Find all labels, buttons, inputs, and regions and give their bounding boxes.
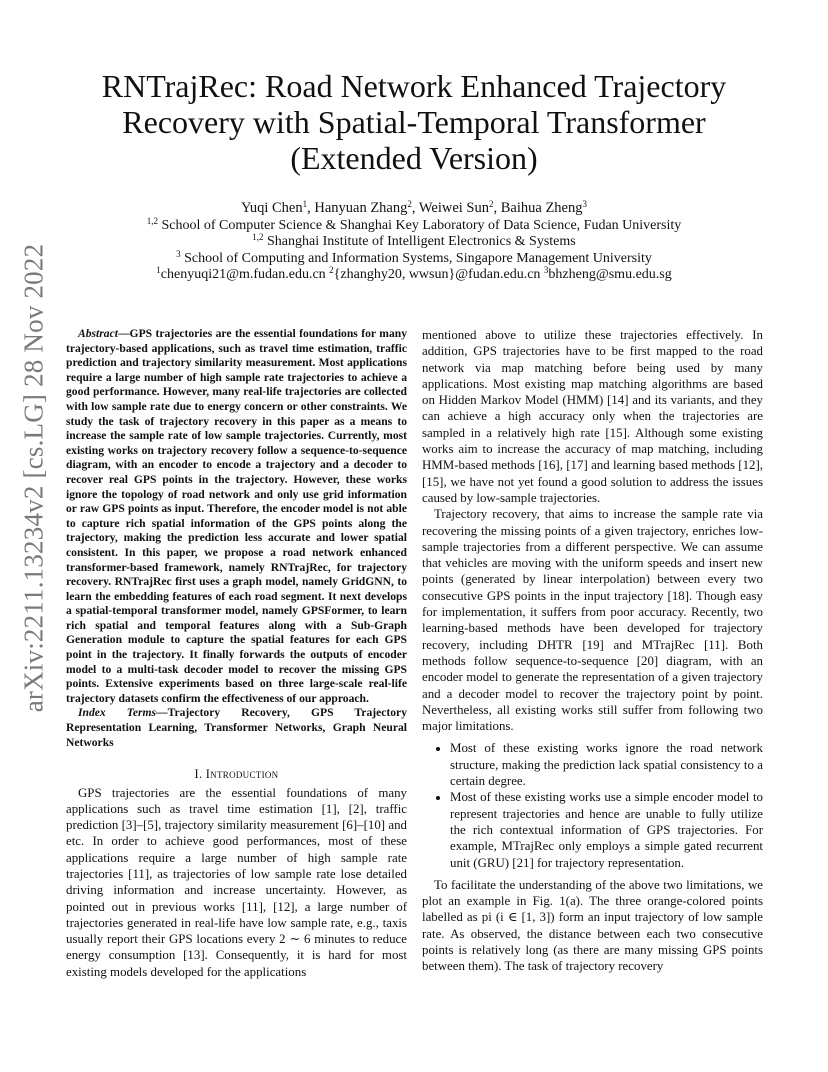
index-terms	[66, 706, 407, 750]
title-line-2: Recovery with Spatial-Temporal Transformer	[122, 104, 706, 140]
affiliation-sup: 1,2	[252, 232, 264, 242]
left-column	[66, 327, 407, 980]
affiliation-1	[60, 215, 768, 235]
body-paragraph-3: To facilitate the understanding of the above two limitations, we plot an example in Fig. 1(a). The three orange-colored points labelled as pi (i ∈ [1, 3]) form an input trajectory of low sample rate. As observed, the distance between each two consecutive points is relatively long (as there are many missing GPS points between them). The task of trajectory recovery	[422, 877, 763, 974]
affiliation-sup: 1,2	[146, 215, 158, 226]
affiliation-3	[60, 248, 768, 268]
affiliation-text: School of Computer Science & Shanghai Key Laboratory of Data Science, Fudan University	[161, 217, 682, 233]
list-item: • Most of these existing works use a simple encoder model to represent trajectories and hence are unable to fully utilize the rich contextual information of GPS trajectories. For example, MTrajRec only employs a simple gated recurrent unit (GRU) [21] for trajectory representation.	[450, 789, 763, 870]
author-name: Weiwei Sun	[418, 200, 489, 216]
abstract-text: —GPS trajectories are the essential foundations for many trajectory-based applications, such as travel time estimation, traffic prediction and trajectory similarity measurement. Most applications require a large number of high sample rate trajectories to achieve a good performance. However, many real-life trajectories are collected with low sample rate due to energy concern or other constraints. We study the task of trajectory recovery in this paper as a means to increase the sample rate of low sample trajectories. Currently, most existing works on trajectory recovery follow a sequence-to-sequence diagram, with an encoder to encode a trajectory and a decoder to recover real GPS points in the trajectory. However, these works ignore the topology of road network and only use grid information or raw GPS points as input. Therefore, the encoder model is not able to capture rich spatial information of the GPS points along the trajectory, making the prediction less accurate and lower spatial consistent. In this paper, we propose a road network enhanced transformer-based framework, namely RNTrajRec, for trajectory recovery. RNTrajRec first uses a graph model, namely GridGNN, to learn the embedding features of each road segment. It next develops a spatial-temporal transformer model, namely GPSFormer, to learn rich spatial and temporal features along with a Sub-Graph Generation module to capture the spatial features for each GPS point in the trajectory. It finally forwards the outputs of encoder model to a multi-task decoder model to recover the missing GPS points. Extensive experiments based on three large-scale real-life trajectory datasets confirm the effectiveness of our approach.	[66, 327, 407, 705]
right-column	[422, 327, 763, 975]
email-text: bhzheng@smu.edu.sg	[548, 267, 672, 282]
intro-paragraph: GPS trajectories are the essential foundations of many applications such as travel time estimation [1], [2], traffic prediction [3]–[5], trajectory similarity measurement [6]–[10] and etc. In order to achieve good performances, most of these applications require a large number of high sample rate trajectories [11], as trajectories of low sample rate lose detailed driving information and increase uncertainty. However, as pointed out in previous works [11], [12], a large number of trajectories generated in real-life have low sample rate, e.g., taxis usually report their GPS locations every 2 ∼ 6 minutes to reduce energy consumption [13]. Consequently, it is hard for most existing models developed for the applications	[66, 785, 407, 979]
author-names: Yuqi Chen$^1$, Hanyuan Zhang$^2$, Weiwei Sun$^2$, Baihua Zheng$^3$	[240, 199, 587, 216]
list-item: • Most of these existing works ignore the road network structure, making the prediction lack spatial consistency to a certain degree.	[450, 740, 763, 789]
affiliation-text: School of Computing and Information Systems, Singapore Management University	[184, 250, 652, 266]
index-terms-lead: Index Terms	[78, 706, 157, 720]
index-terms-text: —Trajectory Recovery, GPS Trajectory Representation Learning, Transformer Networks, Graph Neural Networks	[66, 706, 407, 749]
email-text: chenyuqi21@m.fudan.edu.cn	[160, 267, 326, 282]
email-sup: 3	[543, 265, 549, 275]
section-heading	[66, 766, 407, 782]
email-text: {zhanghy20, wwsun}@fudan.edu.cn	[333, 267, 541, 282]
author-sup: 1	[302, 199, 308, 209]
author-emails	[60, 267, 768, 284]
author-name: Hanyuan Zhang	[314, 200, 408, 216]
author-name: Baihua Zheng	[500, 200, 583, 216]
paper-title	[60, 68, 768, 176]
author-name: Yuqi Chen	[240, 200, 303, 216]
abstract	[66, 327, 407, 706]
affiliation-text: Shanghai Institute of Intelligent Electronics & Systems	[267, 234, 576, 249]
author-sup: 2	[407, 199, 412, 209]
title-line-3: (Extended Version)	[290, 140, 538, 176]
email-sup: 1	[156, 265, 161, 275]
arxiv-sidebar	[14, 243, 54, 712]
body-paragraph-1: mentioned above to utilize these trajectories effectively. In addition, GPS trajectories have to be first mapped to the road network via map matching before being used by many applications. Most existing map matching algorithms are based on Hidden Markov Model (HMM) [14] and its variants, and they can achieve a high accuracy only when the trajectories are sampled in a relatively high rate [15]. Although some existing works aim to increase the accuracy of map matching, including HMM-based methods [16], [17] and learning based methods [12], [15], we have not yet found a good solution to address the issues caused by low-sample trajectories.	[422, 328, 763, 505]
title-line-1: RNTrajRec: Road Network Enhanced Trajectory	[101, 68, 727, 104]
body-paragraph-2: Trajectory recovery, that aims to increase the sample rate via recovering the missing points of a given trajectory, enriches low-sample trajectories from a different perspective. We can assume that vehicles are moving with the uniform speeds and insert new points (generated by linear interpolation) between every two consecutive GPS points in the input trajectory [18]. Though easy for implementation, it suffers from poor accuracy. Recently, two learning-based methods have been developed for trajectory recovery, including DHTR [19] and MTrajRec [11]. Both methods follow sequence-to-sequence [20] diagram, with an encoder model to generate the representation of a given trajectory and a decoder model to recover the trajectory point by point. Nevertheless, all existing works still suffer from following two major limitations.	[422, 507, 763, 734]
limitations-list	[422, 740, 763, 870]
section-title: Introduction	[205, 767, 279, 782]
arxiv-identifier: arXiv:2211.13234v2 [cs.LG] 28 Nov 2022	[18, 243, 49, 712]
affiliation-sup: 3	[176, 248, 181, 259]
section-number: I.	[194, 767, 203, 782]
author-sup: 2	[489, 199, 494, 209]
author-block	[60, 200, 768, 284]
email-sup: 2	[329, 265, 334, 275]
abstract-lead: Abstract	[78, 327, 118, 340]
author-sup: 3	[582, 199, 587, 209]
affiliation-2	[60, 234, 768, 251]
